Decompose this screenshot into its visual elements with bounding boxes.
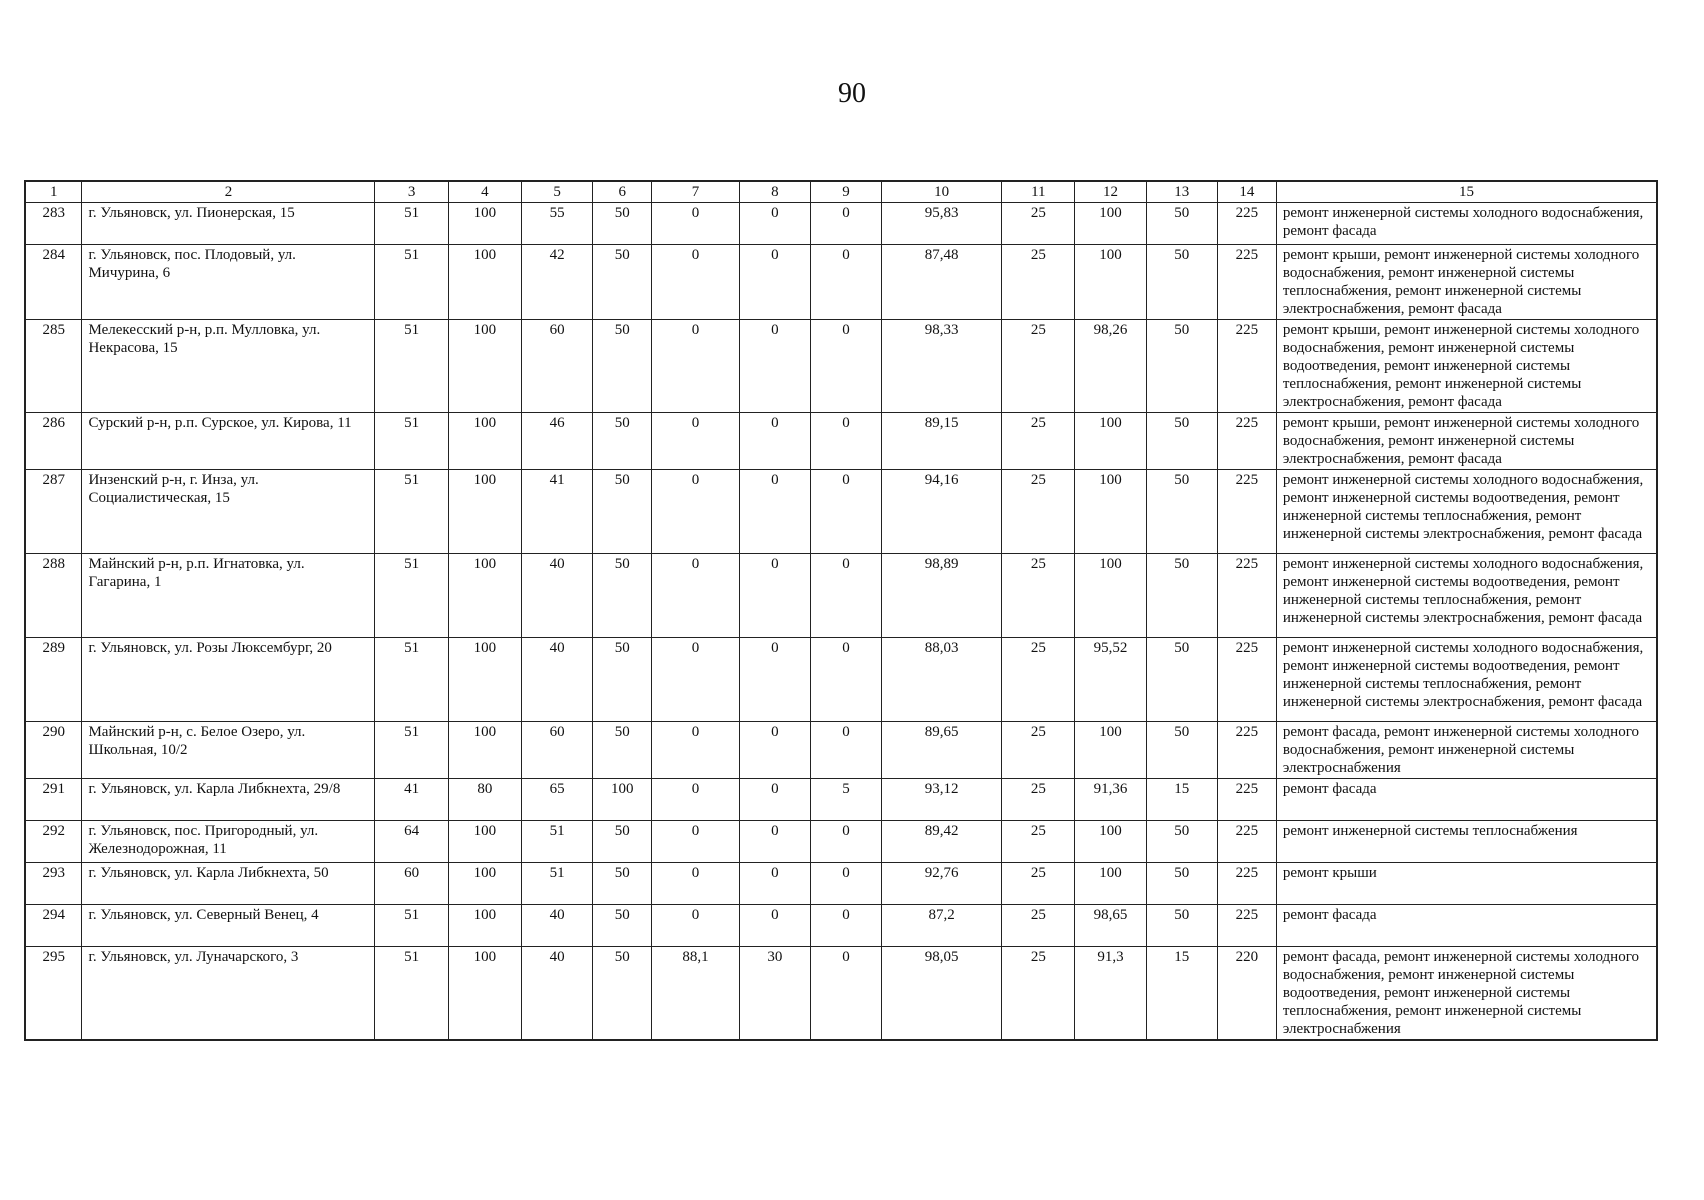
works-cell: ремонт инженерной системы теплоснабжения [1276, 821, 1657, 863]
works-cell: ремонт фасада [1276, 905, 1657, 947]
value-cell: 0 [739, 722, 810, 779]
value-cell: 98,65 [1075, 905, 1146, 947]
value-cell: 41 [521, 470, 592, 554]
value-cell: 25 [1002, 779, 1075, 821]
value-cell: 25 [1002, 905, 1075, 947]
value-cell: 51 [521, 863, 592, 905]
value-cell: 0 [739, 638, 810, 722]
value-cell: 51 [375, 203, 448, 245]
address-cell: г. Ульяновск, пос. Плодовый, ул. Мичурина, 6 [82, 245, 375, 320]
value-cell: 80 [448, 779, 521, 821]
works-cell: ремонт фасада [1276, 779, 1657, 821]
table-row [25, 722, 1657, 779]
row-number-cell: 287 [25, 470, 82, 554]
value-cell: 60 [521, 320, 592, 413]
value-cell: 89,15 [882, 413, 1002, 470]
value-cell: 89,42 [882, 821, 1002, 863]
value-cell: 100 [448, 203, 521, 245]
value-cell: 51 [375, 554, 448, 638]
value-cell: 25 [1002, 863, 1075, 905]
value-cell: 98,26 [1075, 320, 1146, 413]
value-cell: 50 [1146, 203, 1217, 245]
table-header-row [25, 181, 1657, 203]
row-number-cell: 291 [25, 779, 82, 821]
column-header: 11 [1002, 181, 1075, 203]
value-cell: 100 [448, 470, 521, 554]
column-header: 7 [652, 181, 740, 203]
column-header: 13 [1146, 181, 1217, 203]
value-cell: 25 [1002, 203, 1075, 245]
value-cell: 51 [521, 821, 592, 863]
value-cell: 98,33 [882, 320, 1002, 413]
value-cell: 65 [521, 779, 592, 821]
works-cell: ремонт фасада, ремонт инженерной системы холодного водоснабжения, ремонт инженерной системы водоотведения, ремонт инженерной системы теплоснабжения, ремонт инженерной системы электроснабжения [1276, 947, 1657, 1041]
value-cell: 93,12 [882, 779, 1002, 821]
value-cell: 50 [593, 245, 652, 320]
value-cell: 100 [448, 722, 521, 779]
value-cell: 0 [810, 863, 881, 905]
address-cell: Майнский р-н, р.п. Игнатовка, ул. Гагарина, 1 [82, 554, 375, 638]
value-cell: 87,48 [882, 245, 1002, 320]
value-cell: 220 [1217, 947, 1276, 1041]
address-cell: г. Ульяновск, пос. Пригородный, ул. Железнодорожная, 11 [82, 821, 375, 863]
address-cell: г. Ульяновск, ул. Карла Либкнехта, 50 [82, 863, 375, 905]
works-cell: ремонт крыши, ремонт инженерной системы холодного водоснабжения, ремонт инженерной системы теплоснабжения, ремонт инженерной системы электроснабжения, ремонт фасада [1276, 245, 1657, 320]
row-number-cell: 294 [25, 905, 82, 947]
value-cell: 225 [1217, 905, 1276, 947]
value-cell: 41 [375, 779, 448, 821]
value-cell: 100 [448, 245, 521, 320]
value-cell: 0 [739, 821, 810, 863]
value-cell: 100 [1075, 722, 1146, 779]
value-cell: 100 [1075, 413, 1146, 470]
column-header: 14 [1217, 181, 1276, 203]
value-cell: 25 [1002, 821, 1075, 863]
value-cell: 51 [375, 245, 448, 320]
value-cell: 50 [593, 722, 652, 779]
value-cell: 0 [652, 722, 740, 779]
table-row [25, 320, 1657, 413]
value-cell: 0 [810, 320, 881, 413]
works-cell: ремонт крыши [1276, 863, 1657, 905]
value-cell: 50 [1146, 470, 1217, 554]
value-cell: 51 [375, 413, 448, 470]
value-cell: 91,3 [1075, 947, 1146, 1041]
column-header: 4 [448, 181, 521, 203]
table-row [25, 905, 1657, 947]
value-cell: 100 [593, 779, 652, 821]
value-cell: 0 [810, 554, 881, 638]
value-cell: 50 [1146, 554, 1217, 638]
row-number-cell: 286 [25, 413, 82, 470]
value-cell: 50 [593, 821, 652, 863]
value-cell: 0 [810, 947, 881, 1041]
value-cell: 0 [739, 203, 810, 245]
value-cell: 50 [1146, 905, 1217, 947]
column-header: 1 [25, 181, 82, 203]
value-cell: 0 [810, 638, 881, 722]
value-cell: 40 [521, 905, 592, 947]
value-cell: 0 [652, 203, 740, 245]
value-cell: 225 [1217, 779, 1276, 821]
value-cell: 98,89 [882, 554, 1002, 638]
address-cell: Майнский р-н, с. Белое Озеро, ул. Школьная, 10/2 [82, 722, 375, 779]
value-cell: 0 [739, 245, 810, 320]
value-cell: 0 [739, 905, 810, 947]
address-cell: Сурский р-н, р.п. Сурское, ул. Кирова, 11 [82, 413, 375, 470]
row-number-cell: 290 [25, 722, 82, 779]
value-cell: 225 [1217, 203, 1276, 245]
value-cell: 0 [810, 245, 881, 320]
value-cell: 30 [739, 947, 810, 1041]
value-cell: 50 [1146, 320, 1217, 413]
value-cell: 64 [375, 821, 448, 863]
value-cell: 0 [652, 779, 740, 821]
value-cell: 100 [448, 821, 521, 863]
value-cell: 15 [1146, 947, 1217, 1041]
value-cell: 46 [521, 413, 592, 470]
value-cell: 225 [1217, 821, 1276, 863]
row-number-cell: 284 [25, 245, 82, 320]
table-row [25, 947, 1657, 1041]
works-cell: ремонт инженерной системы холодного водоснабжения, ремонт инженерной системы водоотведения, ремонт инженерной системы теплоснабжения, ремонт инженерной системы электроснабжения, ремонт фасада [1276, 638, 1657, 722]
row-number-cell: 295 [25, 947, 82, 1041]
value-cell: 50 [1146, 722, 1217, 779]
value-cell: 50 [1146, 245, 1217, 320]
row-number-cell: 285 [25, 320, 82, 413]
value-cell: 25 [1002, 413, 1075, 470]
column-header: 15 [1276, 181, 1657, 203]
value-cell: 225 [1217, 320, 1276, 413]
table-row [25, 470, 1657, 554]
value-cell: 100 [1075, 245, 1146, 320]
value-cell: 225 [1217, 722, 1276, 779]
table-row [25, 203, 1657, 245]
value-cell: 50 [1146, 413, 1217, 470]
row-number-cell: 283 [25, 203, 82, 245]
value-cell: 0 [652, 320, 740, 413]
value-cell: 0 [810, 413, 881, 470]
table-row [25, 638, 1657, 722]
value-cell: 95,52 [1075, 638, 1146, 722]
value-cell: 0 [739, 554, 810, 638]
value-cell: 100 [448, 320, 521, 413]
value-cell: 94,16 [882, 470, 1002, 554]
row-number-cell: 293 [25, 863, 82, 905]
value-cell: 15 [1146, 779, 1217, 821]
value-cell: 0 [739, 779, 810, 821]
value-cell: 0 [652, 470, 740, 554]
value-cell: 50 [1146, 821, 1217, 863]
value-cell: 42 [521, 245, 592, 320]
value-cell: 50 [593, 554, 652, 638]
address-cell: г. Ульяновск, ул. Пионерская, 15 [82, 203, 375, 245]
value-cell: 225 [1217, 638, 1276, 722]
value-cell: 100 [1075, 470, 1146, 554]
value-cell: 0 [810, 722, 881, 779]
data-table-container [24, 180, 1658, 1041]
value-cell: 25 [1002, 947, 1075, 1041]
works-cell: ремонт крыши, ремонт инженерной системы холодного водоснабжения, ремонт инженерной системы водоотведения, ремонт инженерной системы теплоснабжения, ремонт инженерной системы электроснабжения, ремонт фасада [1276, 320, 1657, 413]
row-number-cell: 292 [25, 821, 82, 863]
value-cell: 225 [1217, 413, 1276, 470]
value-cell: 50 [593, 320, 652, 413]
value-cell: 98,05 [882, 947, 1002, 1041]
column-header: 12 [1075, 181, 1146, 203]
value-cell: 0 [739, 863, 810, 905]
value-cell: 55 [521, 203, 592, 245]
value-cell: 50 [593, 863, 652, 905]
value-cell: 0 [739, 413, 810, 470]
value-cell: 25 [1002, 722, 1075, 779]
value-cell: 95,83 [882, 203, 1002, 245]
data-table [24, 180, 1658, 1041]
value-cell: 0 [739, 320, 810, 413]
value-cell: 225 [1217, 863, 1276, 905]
works-cell: ремонт фасада, ремонт инженерной системы холодного водоснабжения, ремонт инженерной системы электроснабжения [1276, 722, 1657, 779]
value-cell: 0 [810, 470, 881, 554]
value-cell: 100 [448, 554, 521, 638]
value-cell: 51 [375, 947, 448, 1041]
row-number-cell: 289 [25, 638, 82, 722]
value-cell: 51 [375, 470, 448, 554]
address-cell: г. Ульяновск, ул. Карла Либкнехта, 29/8 [82, 779, 375, 821]
value-cell: 100 [1075, 863, 1146, 905]
value-cell: 225 [1217, 554, 1276, 638]
value-cell: 88,03 [882, 638, 1002, 722]
table-body [25, 203, 1657, 1041]
value-cell: 60 [521, 722, 592, 779]
value-cell: 25 [1002, 320, 1075, 413]
column-header: 10 [882, 181, 1002, 203]
value-cell: 50 [593, 413, 652, 470]
value-cell: 50 [1146, 863, 1217, 905]
table-row [25, 863, 1657, 905]
value-cell: 60 [375, 863, 448, 905]
table-row [25, 779, 1657, 821]
value-cell: 50 [593, 203, 652, 245]
value-cell: 225 [1217, 245, 1276, 320]
value-cell: 50 [593, 947, 652, 1041]
value-cell: 51 [375, 638, 448, 722]
works-cell: ремонт инженерной системы холодного водоснабжения, ремонт инженерной системы водоотведения, ремонт инженерной системы теплоснабжения, ремонт инженерной системы электроснабжения, ремонт фасада [1276, 554, 1657, 638]
works-cell: ремонт крыши, ремонт инженерной системы холодного водоснабжения, ремонт инженерной системы электроснабжения, ремонт фасада [1276, 413, 1657, 470]
value-cell: 5 [810, 779, 881, 821]
value-cell: 0 [652, 245, 740, 320]
table-row [25, 554, 1657, 638]
value-cell: 100 [448, 638, 521, 722]
value-cell: 25 [1002, 245, 1075, 320]
value-cell: 225 [1217, 470, 1276, 554]
value-cell: 0 [652, 905, 740, 947]
value-cell: 87,2 [882, 905, 1002, 947]
value-cell: 100 [1075, 203, 1146, 245]
page-number: 90 [838, 78, 866, 109]
value-cell: 0 [739, 470, 810, 554]
address-cell: г. Ульяновск, ул. Розы Люксембург, 20 [82, 638, 375, 722]
value-cell: 89,65 [882, 722, 1002, 779]
value-cell: 100 [448, 905, 521, 947]
column-header: 5 [521, 181, 592, 203]
column-header: 9 [810, 181, 881, 203]
value-cell: 88,1 [652, 947, 740, 1041]
row-number-cell: 288 [25, 554, 82, 638]
column-header: 8 [739, 181, 810, 203]
value-cell: 50 [593, 905, 652, 947]
column-header: 3 [375, 181, 448, 203]
address-cell: г. Ульяновск, ул. Северный Венец, 4 [82, 905, 375, 947]
table-row [25, 413, 1657, 470]
value-cell: 0 [652, 863, 740, 905]
value-cell: 25 [1002, 554, 1075, 638]
table-row [25, 245, 1657, 320]
value-cell: 91,36 [1075, 779, 1146, 821]
value-cell: 50 [1146, 638, 1217, 722]
value-cell: 100 [1075, 554, 1146, 638]
value-cell: 0 [810, 203, 881, 245]
value-cell: 40 [521, 947, 592, 1041]
value-cell: 0 [652, 638, 740, 722]
works-cell: ремонт инженерной системы холодного водоснабжения, ремонт фасада [1276, 203, 1657, 245]
value-cell: 51 [375, 320, 448, 413]
address-cell: Мелекесский р-н, р.п. Мулловка, ул. Некрасова, 15 [82, 320, 375, 413]
value-cell: 92,76 [882, 863, 1002, 905]
value-cell: 100 [448, 947, 521, 1041]
value-cell: 100 [448, 413, 521, 470]
value-cell: 0 [810, 905, 881, 947]
value-cell: 51 [375, 722, 448, 779]
value-cell: 50 [593, 638, 652, 722]
value-cell: 50 [593, 470, 652, 554]
column-header: 6 [593, 181, 652, 203]
value-cell: 40 [521, 554, 592, 638]
column-header: 2 [82, 181, 375, 203]
value-cell: 0 [652, 554, 740, 638]
value-cell: 0 [652, 413, 740, 470]
value-cell: 25 [1002, 470, 1075, 554]
value-cell: 40 [521, 638, 592, 722]
table-row [25, 821, 1657, 863]
address-cell: г. Ульяновск, ул. Луначарского, 3 [82, 947, 375, 1041]
address-cell: Инзенский р-н, г. Инза, ул. Социалистическая, 15 [82, 470, 375, 554]
value-cell: 25 [1002, 638, 1075, 722]
value-cell: 0 [652, 821, 740, 863]
value-cell: 51 [375, 905, 448, 947]
value-cell: 0 [810, 821, 881, 863]
value-cell: 100 [448, 863, 521, 905]
value-cell: 100 [1075, 821, 1146, 863]
works-cell: ремонт инженерной системы холодного водоснабжения, ремонт инженерной системы водоотведения, ремонт инженерной системы теплоснабжения, ремонт инженерной системы электроснабжения, ремонт фасада [1276, 470, 1657, 554]
